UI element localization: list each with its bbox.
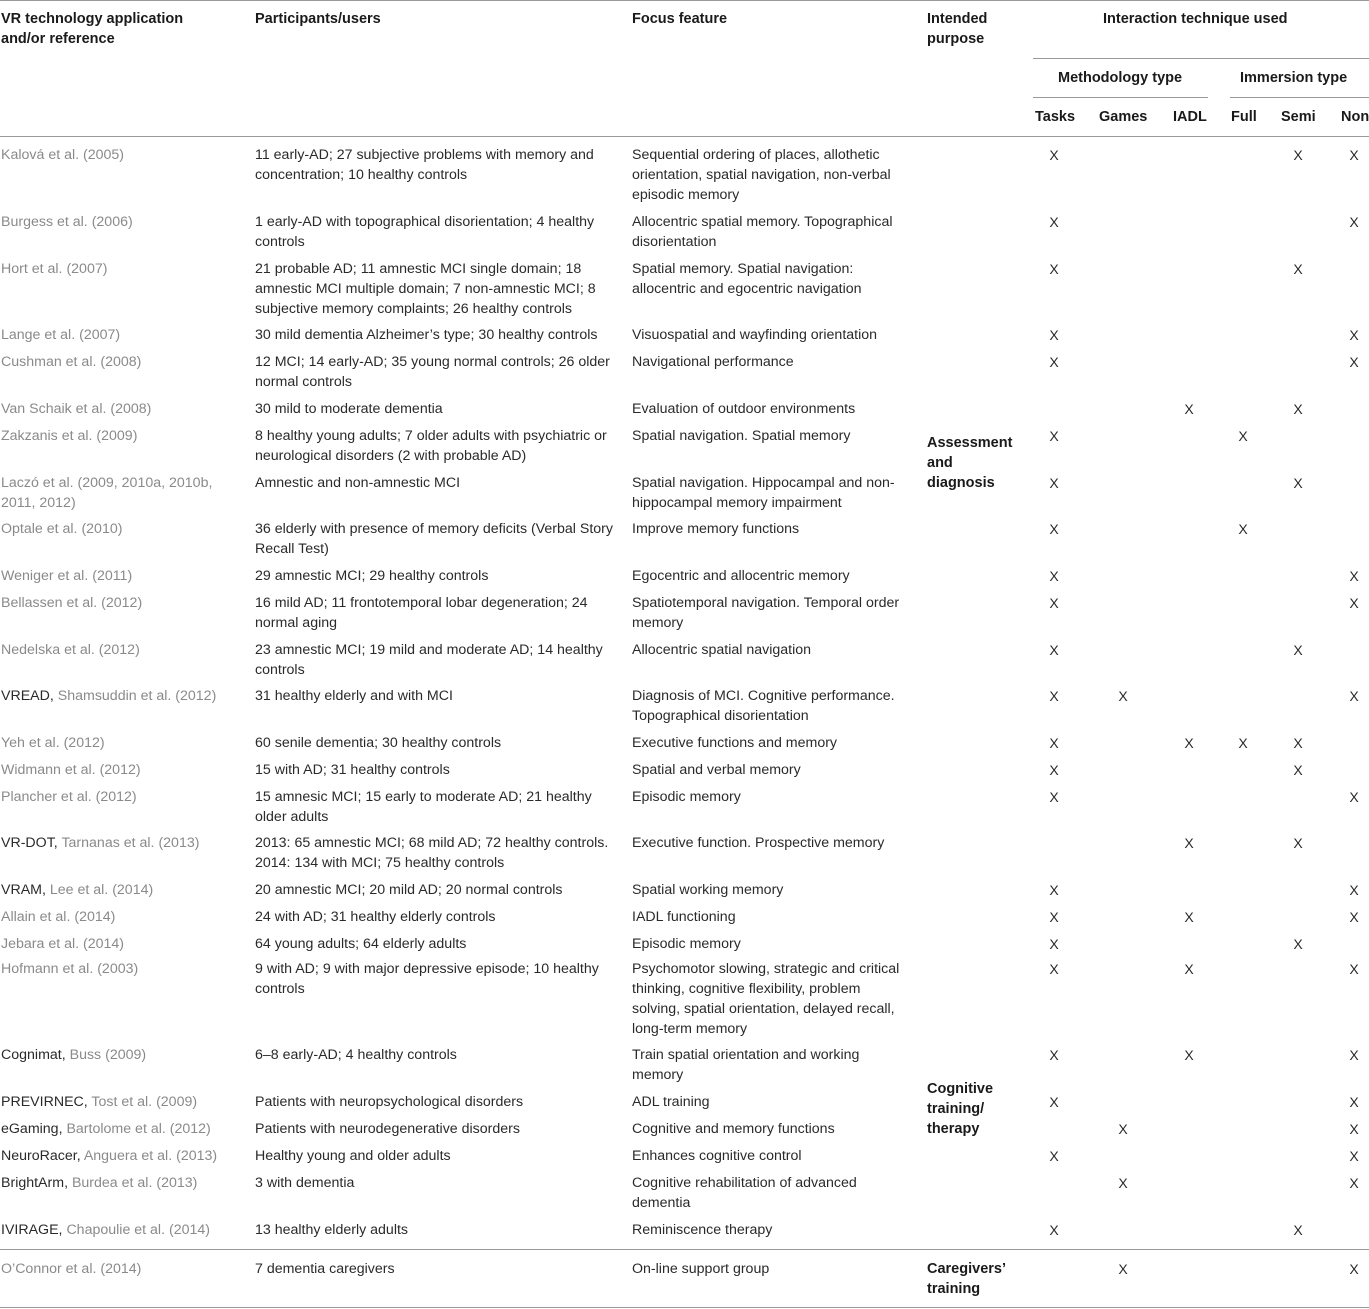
reference-link[interactable]: Nedelska et al. (2012) <box>1 642 140 658</box>
immersion-rule <box>1230 97 1369 98</box>
reference-cell <box>1 1220 246 1240</box>
reference-cell <box>1 593 246 613</box>
header-non: Non <box>1341 109 1369 125</box>
iadl-mark: X <box>1184 401 1194 417</box>
reference-cell <box>1 880 246 900</box>
reference-cell <box>1 733 246 753</box>
reference-cell <box>1 473 221 513</box>
reference-cell <box>1 934 246 954</box>
tasks-mark: X <box>1049 688 1059 704</box>
tasks-mark: X <box>1049 521 1059 537</box>
non-mark: X <box>1349 1261 1359 1277</box>
focus-cell: Sequential ordering of places, allothetic orientation, spatial navigation, non-verbal episodic memory <box>632 147 891 203</box>
participants-cell: 31 healthy elderly and with MCI <box>255 688 453 704</box>
non-mark: X <box>1349 568 1359 584</box>
focus-cell: Allocentric spatial memory. Topographical disorientation <box>632 214 893 250</box>
tasks-mark: X <box>1049 882 1059 898</box>
reference-link[interactable]: Hort et al. (2007) <box>1 261 108 277</box>
focus-cell: Psychomotor slowing, strategic and critical thinking, cognitive flexibility, problem solving, spatial orientation, delayed recall, long-term memory <box>632 961 900 1037</box>
purpose-caregivers: Caregivers’ training <box>927 1261 1006 1297</box>
non-mark: X <box>1349 595 1359 611</box>
application-name: NeuroRacer, <box>1 1148 84 1164</box>
reference-link[interactable]: Van Schaik et al. (2008) <box>1 401 152 417</box>
participants-cell: 7 dementia caregivers <box>255 1261 395 1277</box>
reference-cell <box>1 907 246 927</box>
header-games: Games <box>1099 109 1148 125</box>
reference-cell <box>1 640 246 660</box>
header-tasks: Tasks <box>1035 109 1076 125</box>
tasks-mark: X <box>1049 642 1059 658</box>
participants-cell: 16 mild AD; 11 frontotemporal lobar degeneration; 24 normal aging <box>255 595 588 631</box>
participants-cell: 6–8 early-AD; 4 healthy controls <box>255 1047 457 1063</box>
tasks-mark: X <box>1049 762 1059 778</box>
tasks-mark: X <box>1049 936 1059 952</box>
header-bottom-rule <box>0 136 1369 137</box>
reference-link[interactable]: Zakzanis et al. (2009) <box>1 428 138 444</box>
non-mark: X <box>1349 909 1359 925</box>
participants-cell: 11 early-AD; 27 subjective problems with memory and concentration; 10 healthy controls <box>255 147 594 183</box>
reference-cell <box>1 259 246 279</box>
reference-link[interactable]: Chapoulie et al. (2014) <box>66 1222 210 1238</box>
focus-cell: Cognitive rehabilitation of advanced dementia <box>632 1175 857 1211</box>
semi-mark: X <box>1293 261 1303 277</box>
reference-cell <box>1 833 246 853</box>
tasks-mark: X <box>1049 1047 1059 1063</box>
tasks-mark: X <box>1049 909 1059 925</box>
reference-cell <box>1 1173 246 1193</box>
reference-cell <box>1 212 246 232</box>
header-full: Full <box>1231 109 1257 125</box>
reference-link[interactable]: Laczó et al. (2009, 2010a, 2010b, 2011, 2012) <box>1 475 213 511</box>
tasks-mark: X <box>1049 475 1059 491</box>
reference-cell <box>1 1146 246 1166</box>
application-name: eGaming, <box>1 1121 67 1137</box>
purpose-assessment: Assessment and diagnosis <box>927 435 1013 491</box>
semi-mark: X <box>1293 1222 1303 1238</box>
games-mark: X <box>1118 1175 1128 1191</box>
reference-link[interactable]: Weniger et al. (2011) <box>1 568 133 584</box>
semi-mark: X <box>1293 147 1303 163</box>
section-rule <box>0 1249 1369 1250</box>
focus-cell: Spatial navigation. Spatial memory <box>632 428 851 444</box>
non-mark: X <box>1349 1047 1359 1063</box>
semi-mark: X <box>1293 401 1303 417</box>
participants-cell: Healthy young and older adults <box>255 1148 451 1164</box>
header-purpose: Intended purpose <box>927 11 988 47</box>
iadl-mark: X <box>1184 909 1194 925</box>
reference-cell <box>1 325 246 345</box>
participants-cell: 21 probable AD; 11 amnestic MCI single domain; 18 amnestic MCI multiple domain; 7 non-amnestic MCI; 8 subjective memory complaints; 26 healthy controls <box>255 261 596 317</box>
iadl-mark: X <box>1184 1047 1194 1063</box>
participants-cell: Amnestic and non-amnestic MCI <box>255 475 461 491</box>
reference-cell <box>1 352 246 372</box>
non-mark: X <box>1349 327 1359 343</box>
reference-link[interactable]: Burdea et al. (2013) <box>71 1175 198 1191</box>
semi-mark: X <box>1293 642 1303 658</box>
header-participants: Participants/users <box>255 11 381 27</box>
application-name: VREAD, <box>1 688 58 704</box>
games-mark: X <box>1118 688 1128 704</box>
participants-cell: 36 elderly with presence of memory deficits (Verbal Story Recall Test) <box>255 521 613 557</box>
header-iadl: IADL <box>1173 109 1207 125</box>
tasks-mark: X <box>1049 214 1059 230</box>
focus-cell: Evaluation of outdoor environments <box>632 401 856 417</box>
iadl-mark: X <box>1184 961 1194 977</box>
non-mark: X <box>1349 688 1359 704</box>
tasks-mark: X <box>1049 428 1059 444</box>
tasks-mark: X <box>1049 961 1059 977</box>
focus-cell: Enhances cognitive control <box>632 1148 802 1164</box>
methodology-rule <box>1033 97 1208 98</box>
reference-link[interactable]: Kalová et al. (2005) <box>1 147 125 163</box>
iadl-mark: X <box>1184 735 1194 751</box>
application-name: PREVIRNEC, <box>1 1094 92 1110</box>
participants-cell: 29 amnestic MCI; 29 healthy controls <box>255 568 489 584</box>
reference-cell <box>1 1259 246 1279</box>
reference-cell <box>1 1119 246 1139</box>
reference-cell <box>1 426 246 446</box>
focus-cell: Train spatial orientation and working memory <box>632 1047 860 1083</box>
reference-link[interactable]: Hofmann et al. (2003) <box>1 961 139 977</box>
application-name: BrightArm, <box>1 1175 72 1191</box>
full-mark: X <box>1238 735 1248 751</box>
reference-cell <box>1 760 246 780</box>
participants-cell: 13 healthy elderly adults <box>255 1222 409 1238</box>
interaction-rule <box>1033 58 1369 59</box>
participants-cell: 2013: 65 amnestic MCI; 68 mild AD; 72 healthy controls. 2014: 134 with MCI; 75 healthy controls <box>255 835 609 871</box>
reference-link[interactable]: Tost et al. (2009) <box>91 1094 198 1110</box>
focus-cell: On-line support group <box>632 1261 770 1277</box>
focus-cell: ADL training <box>632 1094 710 1110</box>
header-focus: Focus feature <box>632 11 728 27</box>
reference-link[interactable]: Widmann et al. (2012) <box>1 762 141 778</box>
header-methodology: Methodology type <box>1058 70 1183 86</box>
focus-cell: Spatial memory. Spatial navigation: allocentric and egocentric navigation <box>632 261 862 297</box>
reference-link[interactable]: Yeh et al. (2012) <box>1 735 105 751</box>
non-mark: X <box>1349 1094 1359 1110</box>
reference-cell <box>1 959 246 979</box>
tasks-mark: X <box>1049 1222 1059 1238</box>
non-mark: X <box>1349 147 1359 163</box>
reference-cell <box>1 566 246 586</box>
participants-cell: 20 amnestic MCI; 20 mild AD; 20 normal controls <box>255 882 563 898</box>
non-mark: X <box>1349 961 1359 977</box>
top-rule <box>0 0 1369 1</box>
application-name: VR-DOT, <box>1 835 62 851</box>
header-immersion: Immersion type <box>1240 70 1348 86</box>
reference-link[interactable]: Tarnanas et al. (2013) <box>61 835 200 851</box>
semi-mark: X <box>1293 735 1303 751</box>
participants-cell: 12 MCI; 14 early-AD; 35 young normal controls; 26 older normal controls <box>255 354 610 390</box>
participants-cell: 30 mild dementia Alzheimer’s type; 30 healthy controls <box>255 327 598 343</box>
focus-cell: Episodic memory <box>632 789 741 805</box>
focus-cell: Diagnosis of MCI. Cognitive performance. Topographical disorientation <box>632 688 895 724</box>
reference-link[interactable]: Bellassen et al. (2012) <box>1 595 143 611</box>
tasks-mark: X <box>1049 327 1059 343</box>
tasks-mark: X <box>1049 789 1059 805</box>
focus-cell: Spatial and verbal memory <box>632 762 801 778</box>
tasks-mark: X <box>1049 1094 1059 1110</box>
participants-cell: 60 senile dementia; 30 healthy controls <box>255 735 502 751</box>
application-name: VRAM, <box>1 882 50 898</box>
tasks-mark: X <box>1049 261 1059 277</box>
reference-link[interactable]: Buss (2009) <box>69 1047 147 1063</box>
non-mark: X <box>1349 789 1359 805</box>
full-mark: X <box>1238 521 1248 537</box>
semi-mark: X <box>1293 835 1303 851</box>
participants-cell: 9 with AD; 9 with major depressive episode; 10 healthy controls <box>255 961 599 997</box>
reference-link[interactable]: Lange et al. (2007) <box>1 327 121 343</box>
reference-cell <box>1 145 246 165</box>
focus-cell: Episodic memory <box>632 936 741 952</box>
reference-link[interactable]: Burgess et al. (2006) <box>1 214 133 230</box>
reference-cell <box>1 519 246 539</box>
focus-cell: Executive function. Prospective memory <box>632 835 885 851</box>
games-mark: X <box>1118 1261 1128 1277</box>
non-mark: X <box>1349 1175 1359 1191</box>
focus-cell: IADL functioning <box>632 909 736 925</box>
reference-link[interactable]: Anguera et al. (2013) <box>83 1148 218 1164</box>
participants-cell: 24 with AD; 31 healthy elderly controls <box>255 909 496 925</box>
games-mark: X <box>1118 1121 1128 1137</box>
reference-cell <box>1 686 246 706</box>
focus-cell: Visuospatial and wayfinding orientation <box>632 327 878 343</box>
reference-cell <box>1 1092 246 1112</box>
non-mark: X <box>1349 882 1359 898</box>
focus-cell: Executive functions and memory <box>632 735 838 751</box>
reference-cell <box>1 399 246 419</box>
focus-cell: Reminiscence therapy <box>632 1222 773 1238</box>
bottom-rule <box>0 1307 1369 1308</box>
focus-cell: Cognitive and memory functions <box>632 1121 835 1137</box>
full-mark: X <box>1238 428 1248 444</box>
header-semi: Semi <box>1281 109 1316 125</box>
reference-link[interactable]: Shamsuddin et al. (2012) <box>57 688 217 704</box>
reference-link[interactable]: Cushman et al. (2008) <box>1 354 142 370</box>
focus-cell: Egocentric and allocentric memory <box>632 568 850 584</box>
reference-link[interactable]: O’Connor et al. (2014) <box>1 1261 142 1277</box>
reference-cell <box>1 787 246 807</box>
reference-link[interactable]: Plancher et al. (2012) <box>1 789 137 805</box>
focus-cell: Spatial navigation. Hippocampal and non-hippocampal memory impairment <box>632 475 895 511</box>
focus-cell: Spatial working memory <box>632 882 784 898</box>
focus-cell: Allocentric spatial navigation <box>632 642 812 658</box>
focus-cell: Navigational performance <box>632 354 794 370</box>
participants-cell: 3 with dementia <box>255 1175 355 1191</box>
participants-cell: 8 healthy young adults; 7 older adults with psychiatric or neurological disorders (2 with probable AD) <box>255 428 607 464</box>
iadl-mark: X <box>1184 835 1194 851</box>
application-name: IVIRAGE, <box>1 1222 67 1238</box>
participants-cell: 23 amnestic MCI; 19 mild and moderate AD; 14 healthy controls <box>255 642 603 678</box>
focus-cell: Spatiotemporal navigation. Temporal order memory <box>632 595 900 631</box>
focus-cell: Improve memory functions <box>632 521 800 537</box>
reference-link[interactable]: Bartolome et al. (2012) <box>66 1121 211 1137</box>
non-mark: X <box>1349 214 1359 230</box>
tasks-mark: X <box>1049 735 1059 751</box>
tasks-mark: X <box>1049 354 1059 370</box>
reference-link[interactable]: Jebara et al. (2014) <box>1 936 125 952</box>
participants-cell: 64 young adults; 64 elderly adults <box>255 936 467 952</box>
participants-cell: 30 mild to moderate dementia <box>255 401 443 417</box>
reference-link[interactable]: Allain et al. (2014) <box>1 909 116 925</box>
header-interaction: Interaction technique used <box>1103 11 1288 27</box>
participants-cell: 1 early-AD with topographical disorientation; 4 healthy controls <box>255 214 595 250</box>
participants-cell: Patients with neuropsychological disorders <box>255 1094 524 1110</box>
application-name: Cognimat, <box>1 1047 70 1063</box>
tasks-mark: X <box>1049 568 1059 584</box>
tasks-mark: X <box>1049 595 1059 611</box>
non-mark: X <box>1349 1121 1359 1137</box>
reference-link[interactable]: Lee et al. (2014) <box>49 882 154 898</box>
tasks-mark: X <box>1049 147 1059 163</box>
header-reference: VR technology application and/or reference <box>1 11 184 47</box>
participants-cell: 15 with AD; 31 healthy controls <box>255 762 450 778</box>
purpose-cognitive: Cognitive training/ therapy <box>927 1081 994 1137</box>
non-mark: X <box>1349 354 1359 370</box>
semi-mark: X <box>1293 762 1303 778</box>
semi-mark: X <box>1293 475 1303 491</box>
participants-cell: 15 amnesic MCI; 15 early to moderate AD; 21 healthy older adults <box>255 789 592 825</box>
non-mark: X <box>1349 1148 1359 1164</box>
reference-cell <box>1 1045 246 1065</box>
reference-link[interactable]: Optale et al. (2010) <box>1 521 123 537</box>
participants-cell: Patients with neurodegenerative disorders <box>255 1121 520 1137</box>
semi-mark: X <box>1293 936 1303 952</box>
tasks-mark: X <box>1049 1148 1059 1164</box>
